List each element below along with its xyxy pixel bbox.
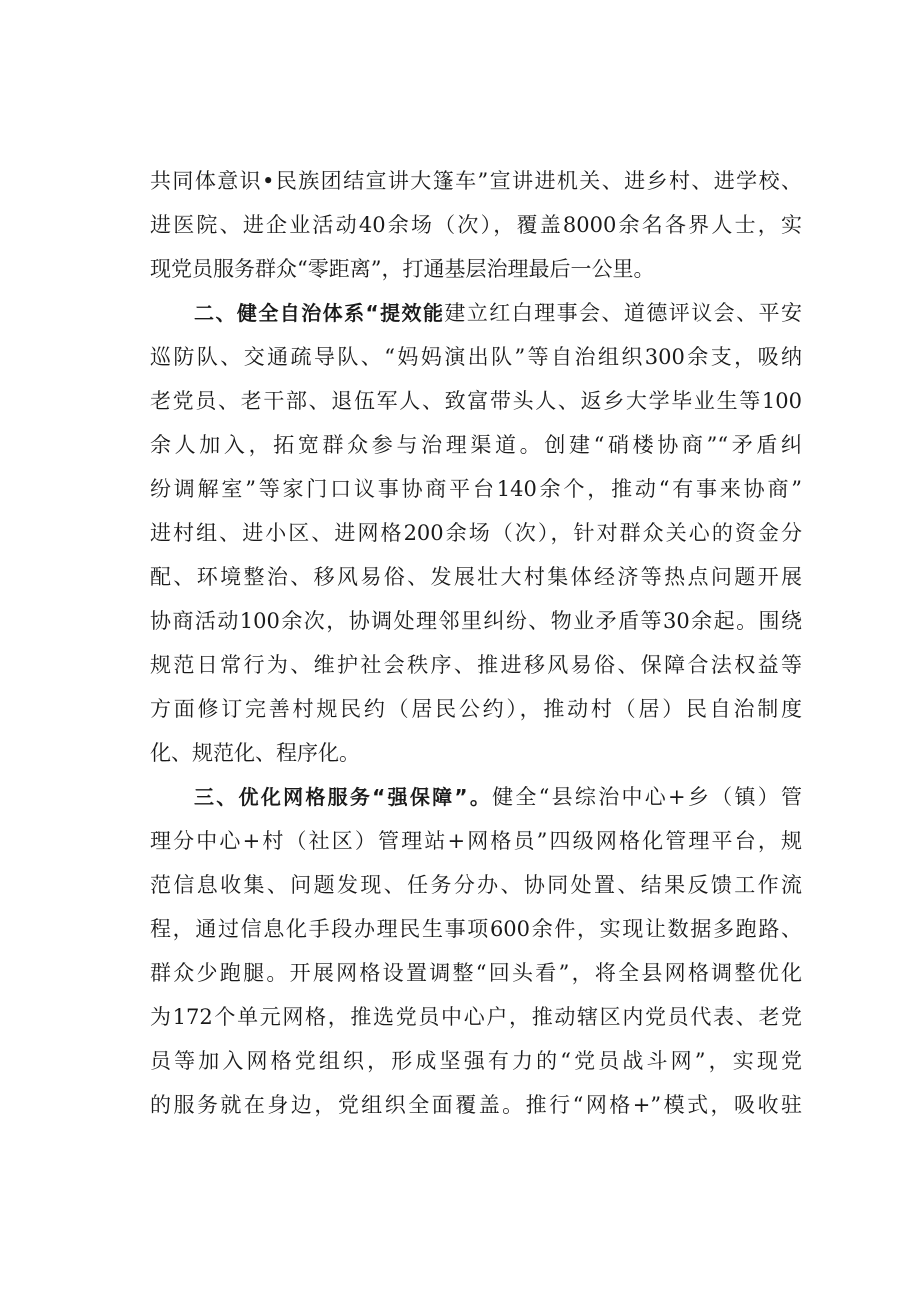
text-line: 员等加入网格党组织，形成坚强有力的“党员战斗网”，实现党	[150, 1049, 802, 1073]
text-line: 巡防队、交通疏导队、“妈妈演出队”等自治组织300余支，吸纳	[150, 345, 802, 369]
text-line: 协商活动100余次，协调处理邻里纠纷、物业矛盾等30余起。围绕	[150, 609, 802, 633]
text-line: 现党员服务群众“零距离”，打通基层治理最后一公里。	[150, 257, 655, 281]
paragraph-1	[150, 159, 802, 291]
text-line	[150, 775, 802, 819]
text-line: 配、环境整治、移风易俗、发展壮大村集体经济等热点问题开展	[150, 565, 802, 589]
text-line: 进村组、进小区、进网格200余场（次），针对群众关心的资金分	[150, 521, 802, 545]
text-line: 进医院、进企业活动40余场（次），覆盖8000余名各界人士，实	[150, 213, 802, 237]
text-line: 程，通过信息化手段办理民生事项600余件，实现让数据多跑路、	[150, 917, 802, 941]
text-line	[150, 291, 802, 335]
text-line: 范信息收集、问题发现、任务分办、协同处置、结果反馈工作流	[150, 873, 802, 897]
text-line: 方面修订完善村规民约（居民公约），推动村（居）民自治制度	[150, 697, 802, 721]
text-line: 纷调解室”等家门口议事协商平台140余个，推动“有事来协商”	[150, 477, 802, 501]
section-heading-2: 二、健全自治体系“提效能	[194, 301, 445, 325]
section-heading-3: 三、优化网格服务“强保障”。	[194, 785, 493, 809]
text-line: 化、规范化、程序化。	[150, 741, 360, 765]
text-line: 为172个单元网格，推选党员中心户，推动辖区内党员代表、老党	[150, 1005, 802, 1029]
text-line: 的服务就在身边，党组织全面覆盖。推行“网格+”模式，吸收驻	[150, 1093, 802, 1117]
paragraph-3	[150, 775, 802, 1127]
text-run: 健全“县综治中心+乡（镇）管	[492, 785, 802, 809]
paragraph-2	[150, 291, 802, 775]
body-text	[150, 159, 802, 1127]
text-line: 老党员、老干部、退伍军人、致富带头人、返乡大学毕业生等100	[150, 389, 802, 413]
text-run: 建立红白理事会、道德评议会、平安	[444, 301, 803, 325]
text-line: 余人加入，拓宽群众参与治理渠道。创建“硝楼协商”“矛盾纠	[150, 433, 802, 457]
text-line: 群众少跑腿。开展网格设置调整“回头看”，将全县网格调整优化	[150, 961, 802, 985]
text-line: 理分中心+村（社区）管理站+网格员”四级网格化管理平台，规	[150, 829, 802, 853]
text-line: 规范日常行为、维护社会秩序、推进移风易俗、保障合法权益等	[150, 653, 802, 677]
text-line: 共同体意识•民族团结宣讲大篷车”宣讲进机关、进乡村、进学校、	[150, 169, 802, 193]
